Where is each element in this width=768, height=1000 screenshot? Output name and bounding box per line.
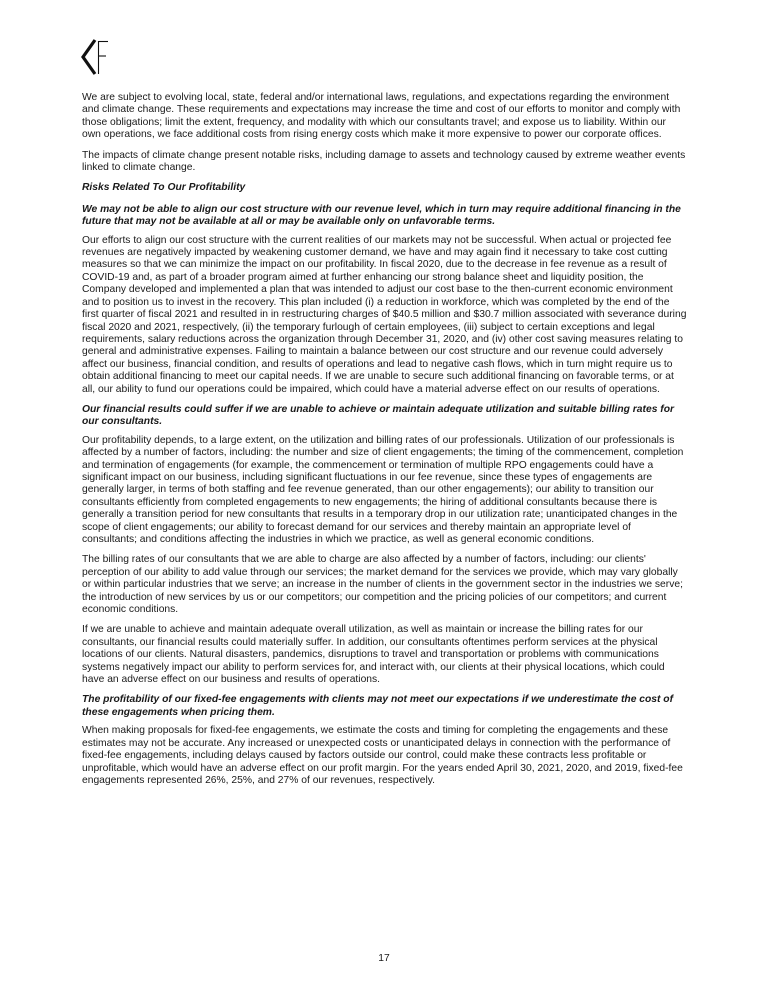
kf-logo-icon (80, 38, 110, 76)
risk-heading-cost-structure: We may not be able to align our cost structure with our revenue level, which in turn may require additional financing in the future that may not be available at all or may be available only on unfavorable terms. (82, 203, 681, 228)
utilization-paragraph-1: Our profitability depends, to a large extent, on the utilization and billing rates of our professionals. Utilization of our professionals is affected by a number of factors, including: the number and size of client engagements; the timing of the commencement, completion and termination of engagements (for example, the commencement or termination of multiple RPO engagements could have a significant impact on our business, including significant fluctuations in our fee revenue, since these types of engagements are generally larger, in terms of both staffing and fee revenue generated, than our other engagements); our ability to transition our consultants efficiently from completed engagements to new engagements; the hiring of additional consultants because there is generally a transition period for new consultants that results in a temporary drop in our utilization rate; unanticipated changes in the scope of client engagements; our ability to forecast demand for our services and thereby maintain an appropriate level of consultants; and conditions affecting the industries in which we practice, as well as general economic conditions. (82, 434, 684, 545)
utilization-paragraph-2: The billing rates of our consultants that we are able to charge are also affected by a number of factors, including: our clients' perception of our ability to add value through our services; the market demand for the services we provide, which may vary globally or within particular industries that we serve; an increase in the number of clients in the government sector in the industries we serve; the introduction of new services by us or our competitors; our competition and the pricing policies of our competitors; and current economic conditions. (82, 554, 683, 616)
risk-heading-utilization: Our financial results could suffer if we are unable to achieve or maintain adequate utilization and suitable billing rates for our consultants. (82, 403, 675, 428)
fixed-fee-paragraph: When making proposals for fixed-fee engagements, we estimate the costs and timing for completing the engagements and these estimates may not be accurate. Any increased or unexpected costs or unanticipated delays in connection with the performance of fixed-fee engagements, including delays caused by factors outside our control, could make these contracts less profitable or unprofitable, which would have an adverse effect on our profit margin. For the years ended April 30, 2021, 2020, and 2019, fixed-fee engagements represented 26%, 25%, and 27% of our revenues, respectively. (82, 725, 683, 786)
cost-structure-paragraph: Our efforts to align our cost structure with the current realities of our markets may not be successful. When actual or projected fee revenues are negatively impacted by weakening customer demand, we have and may again find it necessary to take cost cutting measures so that we can minimize the impact on our profitability. In fiscal 2020, due to the decrease in fee revenue as a result of COVID-19 and, as part of a broader program aimed at further enhancing our strong balance sheet and liquidity position, the Company developed and implemented a plan that was intended to adjust our cost base to the then-current economic environment and to position us to invest in the recovery. This plan included (i) a reduction in workforce, which was completed by the end of the first quarter of fiscal 2021 and resulted in in restructuring charges of $40.5 million and $30.7 million associated with severance during fiscal 2020 and 2021, respectively, (ii) the temporary furlough of certain employees, (iii) subject to certain exceptions and legal requirements, salary reductions across the organization through December 31, 2020, and (iv) other cost saving measures relating to general and administrative expenses. Failing to maintain a balance between our cost structure and our revenue could adversely affect our business, financial condition, and results of operations and lead to negative cash flows, which in turn might require us to obtain additional financing to meet our capital needs. If we are unable to secure such additional financing on favorable terms, or at all, our ability to fund our operations could be impaired, which could have a material adverse effect on our results of operations. (82, 234, 687, 395)
document-body (82, 92, 687, 795)
climate-paragraph-2: The impacts of climate change present notable risks, including damage to assets and technology caused by extreme weather events linked to climate change. (82, 149, 686, 174)
section-heading-profitability: Risks Related To Our Profitability (82, 182, 246, 194)
page-number: 17 (378, 953, 390, 964)
risk-heading-fixed-fee: The profitability of our fixed-fee engagements with clients may not meet our expectations if we underestimate the cost of these engagements when pricing them. (82, 694, 674, 718)
utilization-paragraph-3: If we are unable to achieve and maintain adequate overall utilization, as well as maintain or increase the billing rates for our consultants, our financial results could materially suffer. In addition, our consultants oftentimes perform services at the physical locations of our clients. Natural disasters, pandemics, disruptions to travel and transportation or problems with communications systems negatively impact our ability to perform services for, and interact with, our clients at their physical locations, which could have an adverse effect on our business and results of operations. (82, 624, 665, 686)
climate-paragraph-1: We are subject to evolving local, state, federal and/or international laws, regulations, and expectations regarding the environment and climate change. These requirements and expectations may increase the time and cost of our efforts to monitor and comply with those obligations; limit the extent, frequency, and modality with which our consultants travel; and expose us to liability. Within our own operations, we face additional costs from rising energy costs which make it more expensive to power our corporate offices. (82, 92, 681, 141)
